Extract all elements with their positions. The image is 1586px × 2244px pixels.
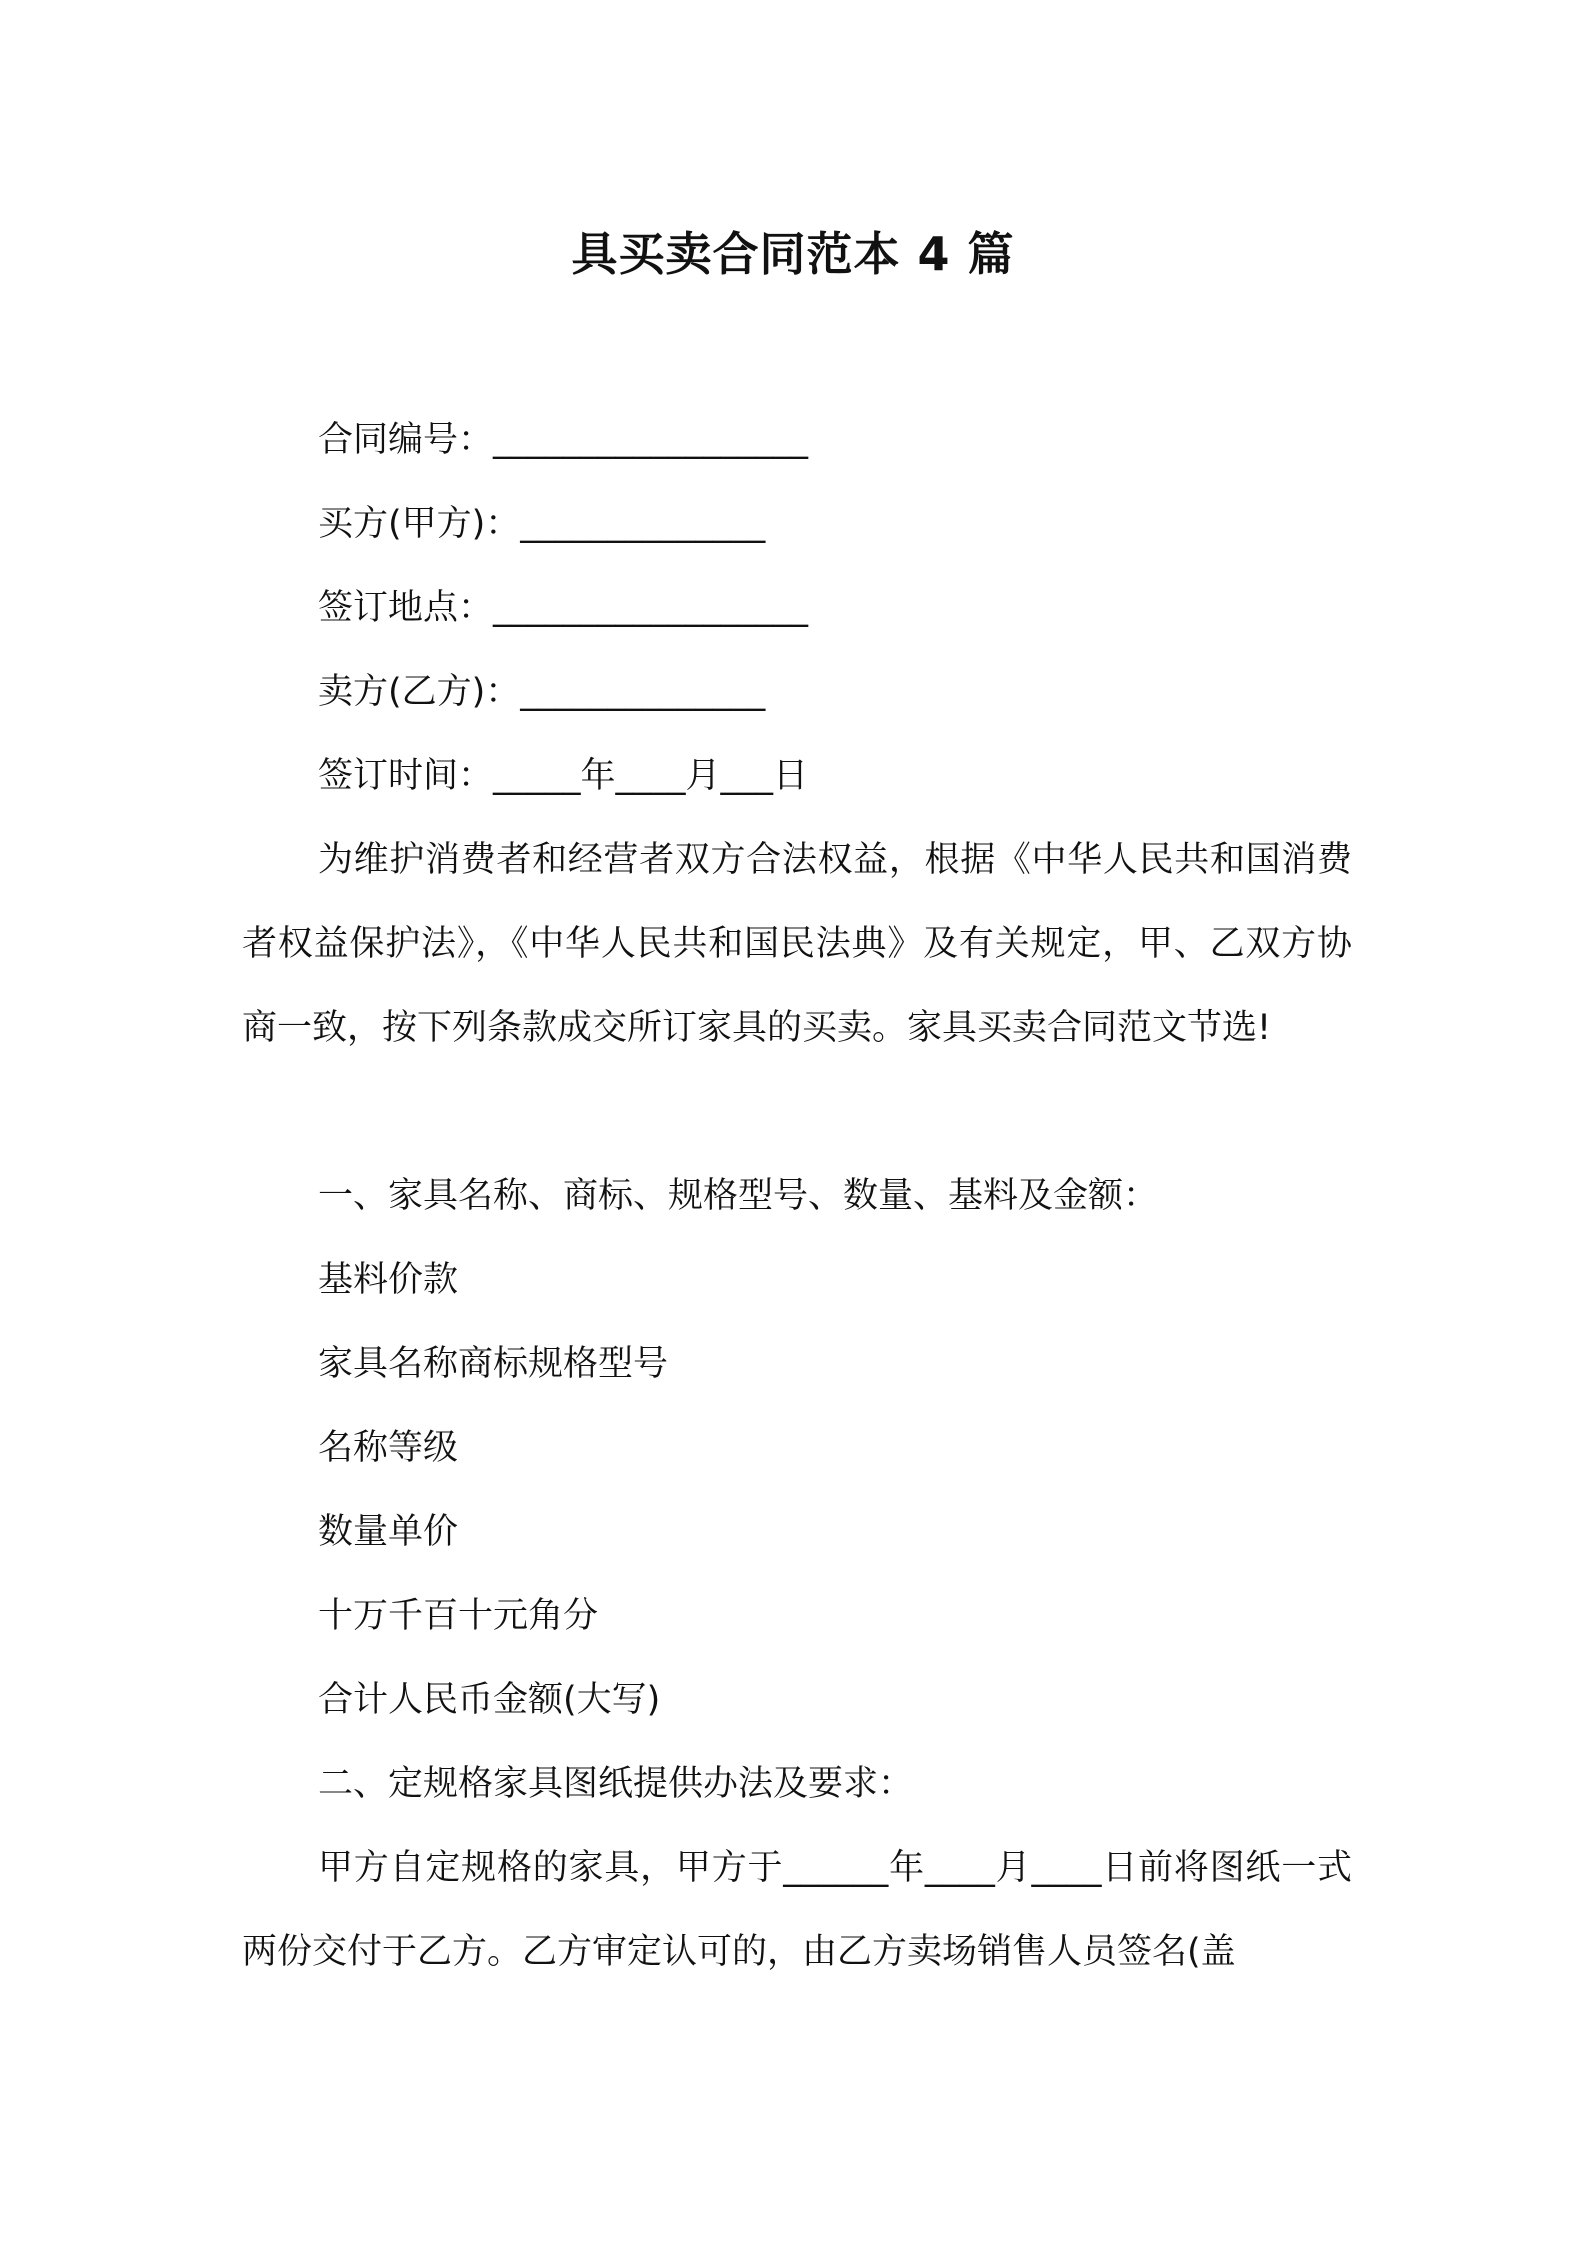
section-1-item: 数量单价 xyxy=(318,1512,459,1552)
section-1-item: 基料价款 xyxy=(318,1260,459,1300)
document-title: 具买卖合同范本 4 篇 xyxy=(571,227,1015,281)
section-1-item: 家具名称商标规格型号 xyxy=(318,1344,669,1384)
section-1-item: 十万千百十元角分 xyxy=(318,1596,599,1636)
contract-number-field: 合同编号：__________________ xyxy=(318,420,809,460)
seller-field: 卖方(乙方)：______________ xyxy=(318,672,766,712)
section-2-heading: 二、定规格家具图纸提供办法及要求： xyxy=(318,1764,914,1804)
sign-time-field: 签订时间：_____年____月___日 xyxy=(318,756,809,796)
section-1-item: 名称等级 xyxy=(318,1428,459,1468)
sign-place-field: 签订地点：__________________ xyxy=(318,588,809,628)
intro-paragraph: 为维护消费者和经营者双方合法权益，根据《中华人民共和国消费者权益保护法》，《中华人民共和国民法典》及有关规定，甲、乙双方协商一致，按下列条款成交所订家具的买卖。家具买卖合同范文节选! xyxy=(242,840,1352,1048)
section-1-item: 合计人民币金额(大写) xyxy=(318,1680,661,1720)
buyer-field: 买方(甲方)：______________ xyxy=(318,504,766,544)
section-2-paragraph: 甲方自定规格的家具，甲方于______年____月____日前将图纸一式两份交付于乙方。乙方审定认可的，由乙方卖场销售人员签名(盖 xyxy=(242,1848,1352,1972)
section-1-heading: 一、家具名称、商标、规格型号、数量、基料及金额： xyxy=(318,1176,1159,1216)
